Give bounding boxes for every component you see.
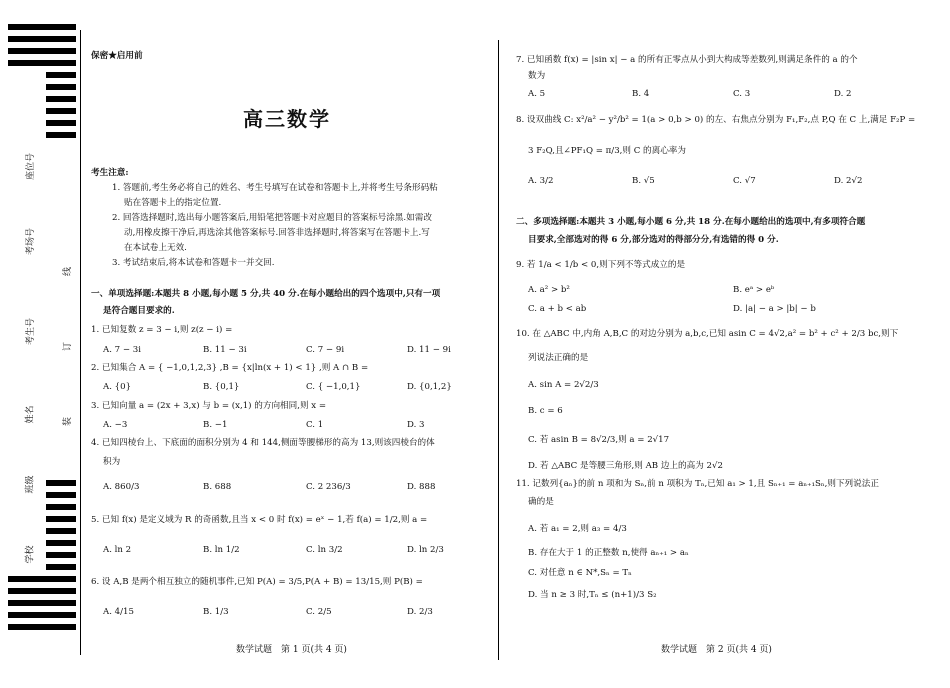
section-one-heading-cont: 是符合题目要求的. — [103, 306, 175, 316]
q4-option-d: D. 888 — [407, 482, 436, 492]
q10-option-d: D. 若 △ABC 是等腰三角形,则 AB 边上的高为 2√2 — [528, 461, 723, 471]
page-title: 高三数学 — [243, 107, 331, 131]
question-8: 8. 设双曲线 C: x²/a² − y²/b² = 1(a > 0,b > 0) 的左、右焦点分别为 F₁,F₂,点 P,Q 在 C 上,满足 F₂P = — [516, 115, 916, 125]
q1-option-a: A. 7 − 3i — [103, 345, 142, 355]
q8-option-d: D. 2√2 — [834, 176, 863, 186]
q11-option-a: A. 若 a₁ = 2,则 a₃ = 4/3 — [528, 524, 627, 534]
q2-option-d: D. {0,1,2} — [407, 382, 452, 392]
page-footer-left: 数学试题 第 1 页(共 4 页) — [236, 645, 347, 655]
q3-option-c: C. 1 — [306, 420, 324, 430]
q7-option-a: A. 5 — [528, 89, 546, 99]
question-4-cont: 积为 — [103, 457, 121, 467]
q4-option-a: A. 860/3 — [103, 482, 140, 492]
q2-option-b: B. {0,1} — [203, 382, 240, 392]
exam-no-label: 考生号 — [26, 317, 37, 346]
q3-option-b: B. −1 — [203, 420, 228, 430]
question-7-cont: 数为 — [528, 71, 546, 81]
q5-option-a: A. ln 2 — [103, 545, 132, 555]
school-label: 学校 — [25, 545, 36, 564]
q8-option-a: A. 3/2 — [528, 176, 554, 186]
q8-option-b: B. √5 — [632, 176, 655, 186]
name-label: 姓名 — [25, 405, 36, 424]
question-10: 10. 在 △ABC 中,内角 A,B,C 的对边分别为 a,b,c,已知 asin C = 4√2,a² = b² + c² + 2/3 bc,则下 — [516, 329, 899, 339]
q9-option-d: D. |a| − a > |b| − b — [733, 304, 816, 314]
question-3: 3. 已知向量 a = (2x + 3,x) 与 b = (x,1) 的方向相同,则 x = — [91, 401, 327, 411]
q1-option-b: B. 11 − 3i — [203, 345, 247, 355]
q11-option-c: C. 对任意 n ∈ N*,Sₙ = Tₙ — [528, 568, 632, 578]
q7-option-c: C. 3 — [733, 89, 751, 99]
question-2: 2. 已知集合 A = { −1,0,1,2,3} ,B = {x|ln(x + 1) < 1} ,则 A ∩ B = — [91, 363, 369, 373]
section-two-heading-cont: 目要求,全部选对的得 6 分,部分选对的得部分分,有选错的得 0 分. — [528, 235, 779, 245]
page-footer-right: 数学试题 第 2 页(共 4 页) — [661, 645, 772, 655]
notice-line: 2. 回答选择题时,选出每小题答案后,用铅笔把答题卡对应题目的答案标号涂黑.如需改 — [112, 213, 432, 223]
question-4: 4. 已知四棱台上、下底面的面积分别为 4 和 144,侧面等腰梯形的高为 13,则该四棱台的体 — [91, 438, 435, 448]
section-one-heading: 一、单项选择题:本题共 8 小题,每小题 5 分,共 40 分.在每小题给出的四个选项中,只有一项 — [91, 289, 441, 299]
question-11-cont: 确的是 — [528, 497, 554, 507]
question-5: 5. 已知 f(x) 是定义域为 R 的奇函数,且当 x < 0 时 f(x) = eˣ − 1,若 f(a) = 1/2,则 a = — [91, 515, 428, 525]
q9-option-a: A. a² > b² — [528, 285, 570, 295]
q8-option-c: C. √7 — [733, 176, 756, 186]
question-7: 7. 已知函数 f(x) = |sin x| − a 的所有正零点从小到大构成等差数列,则满足条件的 a 的个 — [516, 55, 858, 65]
question-10-cont: 列说法正确的是 — [528, 353, 589, 363]
question-8-cont: 3 F₂Q,且∠PF₁Q = π/3,则 C 的离心率为 — [528, 146, 686, 156]
q11-option-b: B. 存在大于 1 的正整数 n,使得 aₙ₊₁ > aₙ — [528, 548, 689, 558]
bind-char-2: 订 — [63, 341, 74, 352]
q10-option-b: B. c = 6 — [528, 406, 563, 416]
question-11: 11. 记数列{aₙ}的前 n 项和为 Sₙ,前 n 项积为 Tₙ,已知 a₁ > 1,且 Sₙ₊₁ = aₙ₊₁Sₙ,则下列说法正 — [516, 479, 879, 489]
q5-option-d: D. ln 2/3 — [407, 545, 444, 555]
q9-option-b: B. eᵃ > eᵇ — [733, 285, 775, 295]
q11-option-d: D. 当 n ≥ 3 时,Tₙ ≤ (n+1)/3 S₂ — [528, 590, 657, 600]
class-label: 班级 — [25, 475, 36, 494]
page-divider — [498, 40, 499, 660]
q7-option-d: D. 2 — [834, 89, 852, 99]
q6-option-b: B. 1/3 — [203, 607, 229, 617]
notice-line: 在本试卷上无效. — [124, 243, 187, 253]
q9-option-c: C. a + b < ab — [528, 304, 587, 314]
q4-option-b: B. 688 — [203, 482, 232, 492]
notice-line: 动,用橡皮擦干净后,再选涂其他答案标号.回答非选择题时,将答案写在答题卡上.写 — [124, 228, 430, 238]
q3-option-a: A. −3 — [103, 420, 128, 430]
room-label: 考场号 — [26, 227, 37, 256]
q5-option-b: B. ln 1/2 — [203, 545, 240, 555]
q7-option-b: B. 4 — [632, 89, 650, 99]
q10-option-c: C. 若 asin B = 8√2/3,则 a = 2√17 — [528, 435, 670, 445]
binding-line — [80, 30, 81, 655]
question-9: 9. 若 1/a < 1/b < 0,则下列不等式成立的是 — [516, 260, 686, 270]
q3-option-d: D. 3 — [407, 420, 425, 430]
q6-option-d: D. 2/3 — [407, 607, 433, 617]
notice-line: 3. 考试结束后,将本试卷和答题卡一并交回. — [112, 258, 275, 268]
q2-option-c: C. { −1,0,1} — [306, 382, 361, 392]
q5-option-c: C. ln 3/2 — [306, 545, 343, 555]
q6-option-a: A. 4/15 — [103, 607, 134, 617]
notice-title: 考生注意: — [91, 168, 129, 178]
notice-line: 1. 答题前,考生务必将自己的姓名、考生号填写在试卷和答题卡上,并将考生号条形码粘 — [112, 183, 438, 193]
seat-label: 座位号 — [26, 152, 37, 181]
q4-option-c: C. 2 236/3 — [306, 482, 351, 492]
question-1: 1. 已知复数 z = 3 − i,则 z(z − i) = — [91, 325, 233, 335]
secret-label: 保密★启用前 — [91, 51, 143, 61]
notice-line: 贴在答题卡上的指定位置. — [124, 198, 222, 208]
q1-option-d: D. 11 − 9i — [407, 345, 451, 355]
section-two-heading: 二、多项选择题:本题共 3 小题,每小题 6 分,共 18 分.在每小题给出的选项中,有多项符合题 — [516, 217, 866, 227]
bind-char-1: 线 — [63, 266, 74, 277]
q2-option-a: A. {0} — [103, 382, 132, 392]
question-6: 6. 设 A,B 是两个相互独立的随机事件,已知 P(A) = 3/5,P(A + B) = 13/15,则 P(B) = — [91, 577, 423, 587]
q6-option-c: C. 2/5 — [306, 607, 332, 617]
q10-option-a: A. sin A = 2√2/3 — [528, 380, 599, 390]
bind-char-3: 装 — [63, 416, 74, 427]
q1-option-c: C. 7 − 9i — [306, 345, 345, 355]
